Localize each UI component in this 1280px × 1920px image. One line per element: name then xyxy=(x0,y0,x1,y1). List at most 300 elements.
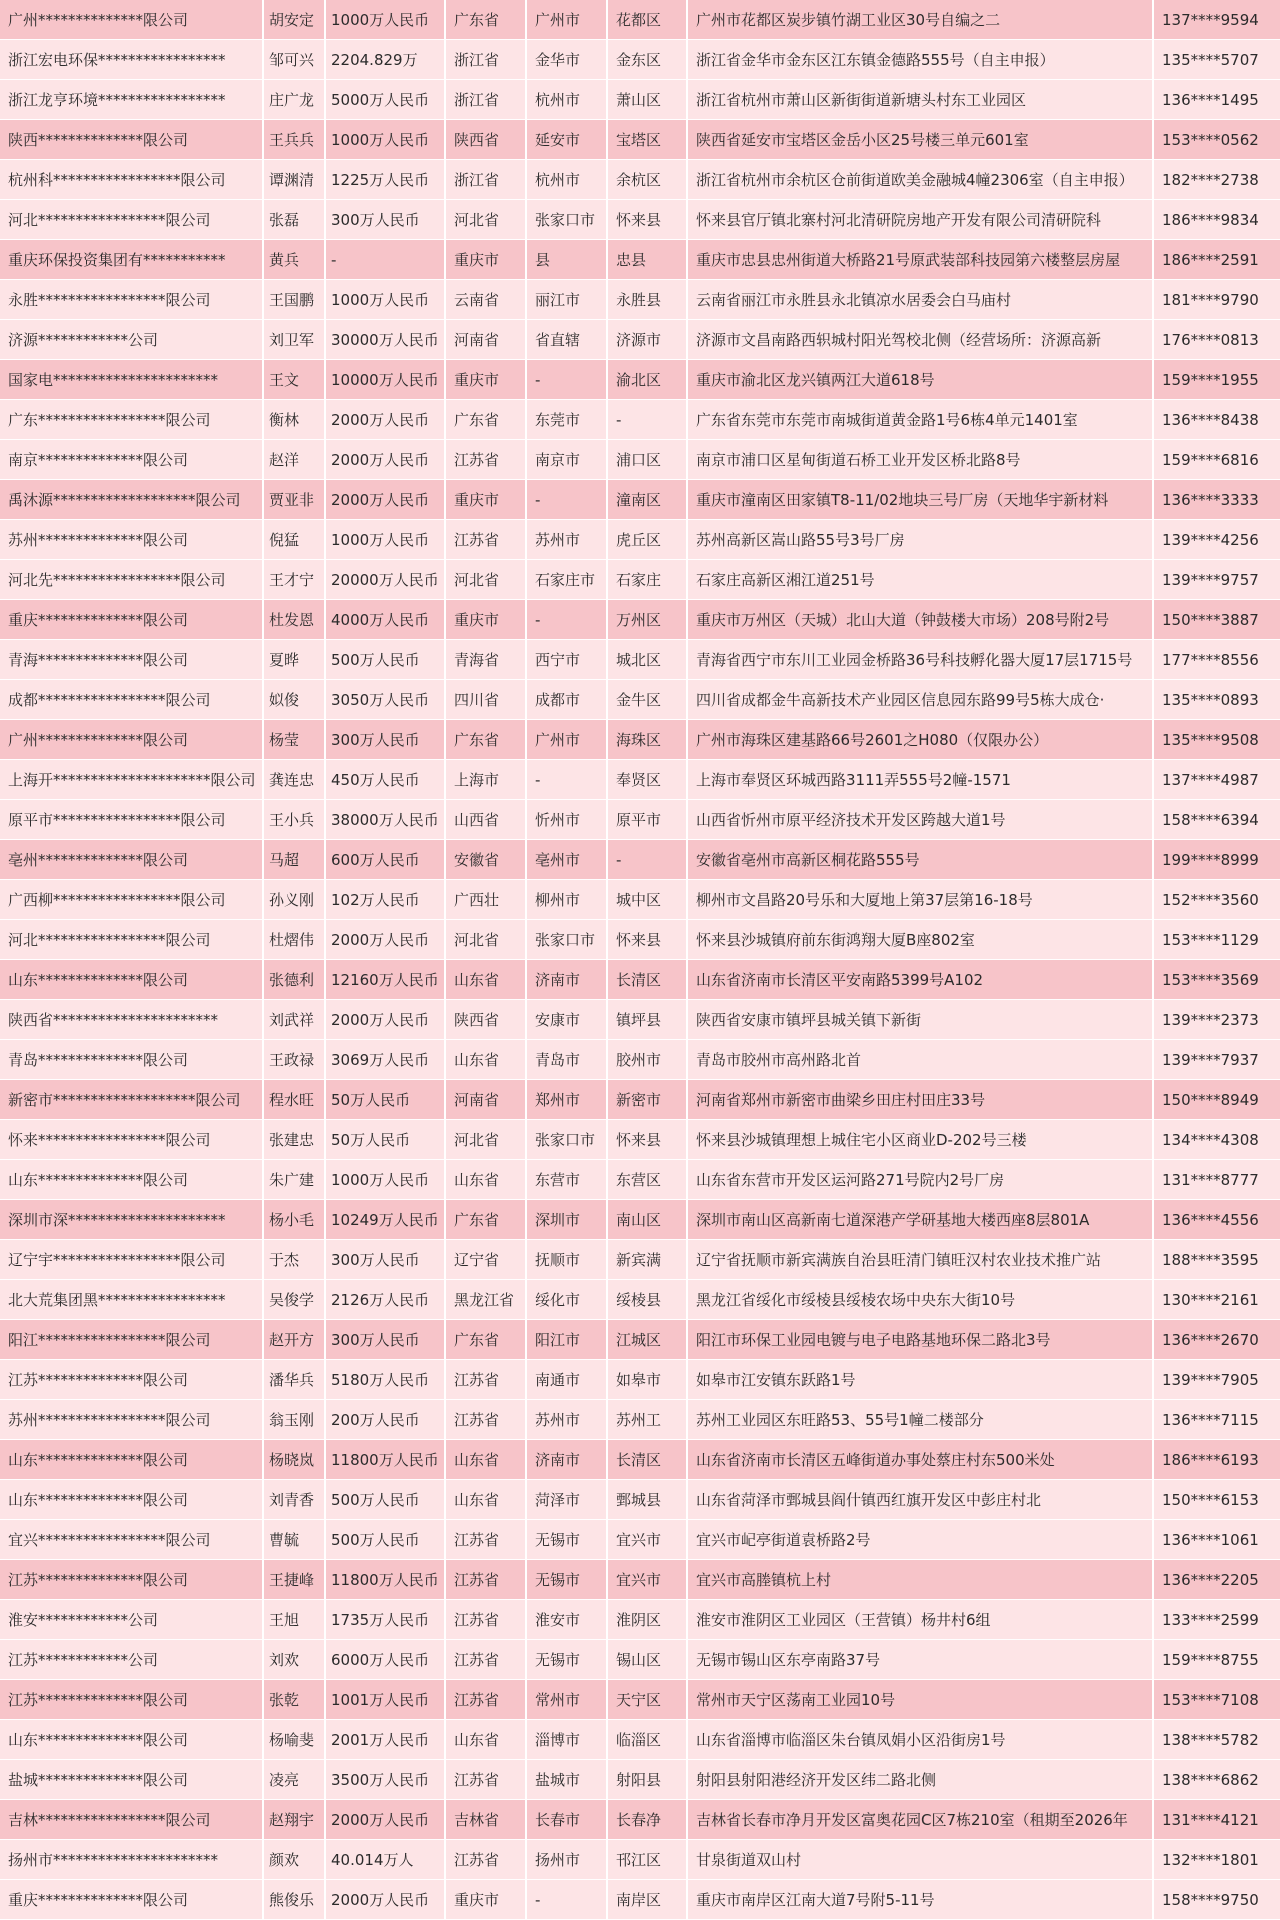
province-cell: 江苏省 xyxy=(446,1520,527,1560)
address-cell: 安徽省亳州市高新区桐花路555号 xyxy=(688,840,1154,880)
district-cell: 济源市 xyxy=(608,320,688,360)
phone-cell: 136****3333 xyxy=(1162,491,1259,509)
phone-cell: 152****3560 xyxy=(1162,891,1259,909)
legal-person-cell: 曹毓 xyxy=(264,1520,326,1560)
province-cell: 广东省 xyxy=(446,1200,527,1240)
registered-capital-cell: 10249万人民币 xyxy=(326,1200,446,1240)
phone-cell: 139****2373 xyxy=(1162,1011,1259,1029)
registered-capital-cell: 5000万人民币 xyxy=(326,80,446,120)
province-cell: 陕西省 xyxy=(446,1000,527,1040)
address-cell: 辽宁省抚顺市新宾满族自治县旺清门镇旺汉村农业技术推广站 xyxy=(688,1240,1154,1280)
province-cell: 广东省 xyxy=(446,0,527,40)
city-cell: 郑州市 xyxy=(527,1080,608,1120)
company-name-cell: 浙江宏电环保***************** xyxy=(0,40,264,80)
province-cell: 河北省 xyxy=(446,920,527,960)
company-name-cell: 江苏************公司 xyxy=(0,1640,264,1680)
table-row xyxy=(0,1760,1280,1800)
legal-person-cell: 刘武祥 xyxy=(264,1000,326,1040)
phone-cell: 199****8999 xyxy=(1162,851,1259,869)
district-cell: 怀来县 xyxy=(608,1120,688,1160)
legal-person-cell: 贾亚非 xyxy=(264,480,326,520)
table-row xyxy=(0,1200,1280,1240)
district-cell: 原平市 xyxy=(608,800,688,840)
phone-cell: 176****0813 xyxy=(1162,331,1259,349)
registered-capital-cell: 3050万人民币 xyxy=(326,680,446,720)
city-cell: 张家口市 xyxy=(527,920,608,960)
district-cell: 城北区 xyxy=(608,640,688,680)
district-cell: 万州区 xyxy=(608,600,688,640)
table-row xyxy=(0,600,1280,640)
district-cell: 镇坪县 xyxy=(608,1000,688,1040)
phone-cell: 133****2599 xyxy=(1162,1611,1259,1629)
registered-capital-cell: 300万人民币 xyxy=(326,200,446,240)
phone-cell: 132****1801 xyxy=(1162,1851,1259,1869)
phone-cell: 153****1129 xyxy=(1162,931,1259,949)
address-cell: 重庆市南岸区江南大道7号附5-11号 xyxy=(688,1880,1154,1920)
legal-person-cell: 王捷峰 xyxy=(264,1560,326,1600)
province-cell: 山东省 xyxy=(446,960,527,1000)
registered-capital-cell: 11800万人民币 xyxy=(326,1560,446,1600)
registered-capital-cell: 1000万人民币 xyxy=(326,120,446,160)
legal-person-cell: 吴俊学 xyxy=(264,1280,326,1320)
registered-capital-cell: 20000万人民币 xyxy=(326,560,446,600)
district-cell: 余杭区 xyxy=(608,160,688,200)
city-cell: 菏泽市 xyxy=(527,1480,608,1520)
district-cell: - xyxy=(608,400,688,440)
city-cell: 青岛市 xyxy=(527,1040,608,1080)
address-cell: 怀来县沙城镇理想上城住宅小区商业D-202号三楼 xyxy=(688,1120,1154,1160)
table-row xyxy=(0,360,1280,400)
company-name-cell: 山东**************限公司 xyxy=(0,960,264,1000)
district-cell: - xyxy=(608,840,688,880)
registered-capital-cell: 1000万人民币 xyxy=(326,280,446,320)
registered-capital-cell: 600万人民币 xyxy=(326,840,446,880)
phone-cell: 153****0562 xyxy=(1162,131,1259,149)
city-cell: 广州市 xyxy=(527,0,608,40)
legal-person-cell: 王才宁 xyxy=(264,560,326,600)
registered-capital-cell: 2000万人民币 xyxy=(326,920,446,960)
address-cell: 广州市花都区炭步镇竹湖工业区30号自编之二 xyxy=(688,0,1154,40)
company-name-cell: 重庆**************限公司 xyxy=(0,1880,264,1920)
city-cell: 杭州市 xyxy=(527,160,608,200)
province-cell: 河南省 xyxy=(446,1080,527,1120)
province-cell: 江苏省 xyxy=(446,440,527,480)
district-cell: 花都区 xyxy=(608,0,688,40)
phone-cell: 130****2161 xyxy=(1162,1291,1259,1309)
registered-capital-cell: 500万人民币 xyxy=(326,1520,446,1560)
phone-cell: 136****1495 xyxy=(1162,91,1259,109)
phone-cell: 136****2670 xyxy=(1162,1331,1259,1349)
legal-person-cell: 胡安定 xyxy=(264,0,326,40)
district-cell: 宜兴市 xyxy=(608,1560,688,1600)
city-cell: 省直辖 xyxy=(527,320,608,360)
phone-cell: 137****4987 xyxy=(1162,771,1259,789)
legal-person-cell: 颜欢 xyxy=(264,1840,326,1880)
district-cell: 新宾满 xyxy=(608,1240,688,1280)
table-row xyxy=(0,720,1280,760)
address-cell: 苏州工业园区东旺路53、55号1幢二楼部分 xyxy=(688,1400,1154,1440)
address-cell: 重庆市忠县忠州街道大桥路21号原武装部科技园第六楼整层房屋 xyxy=(688,240,1154,280)
company-name-cell: 山东**************限公司 xyxy=(0,1480,264,1520)
table-row xyxy=(0,440,1280,480)
phone-cell: 158****9750 xyxy=(1162,1891,1259,1909)
city-cell: 盐城市 xyxy=(527,1760,608,1800)
address-cell: 济源市文昌南路西轵城村阳光驾校北侧（经营场所：济源高新 xyxy=(688,320,1154,360)
province-cell: 山西省 xyxy=(446,800,527,840)
district-cell: 忠县 xyxy=(608,240,688,280)
table-row xyxy=(0,760,1280,800)
legal-person-cell: 于杰 xyxy=(264,1240,326,1280)
legal-person-cell: 杨莹 xyxy=(264,720,326,760)
address-cell: 青岛市胶州市高州路北首 xyxy=(688,1040,1154,1080)
phone-cell: 153****3569 xyxy=(1162,971,1259,989)
company-name-cell: 扬州市********************** xyxy=(0,1840,264,1880)
address-cell: 河南省郑州市新密市曲梁乡田庄村田庄33号 xyxy=(688,1080,1154,1120)
district-cell: 潼南区 xyxy=(608,480,688,520)
phone-cell: 153****7108 xyxy=(1162,1691,1259,1709)
company-name-cell: 江苏**************限公司 xyxy=(0,1560,264,1600)
table-row xyxy=(0,1040,1280,1080)
address-cell: 常州市天宁区荡南工业园10号 xyxy=(688,1680,1154,1720)
address-cell: 如皋市江安镇东跃路1号 xyxy=(688,1360,1154,1400)
address-cell: 宜兴市屺亭街道袁桥路2号 xyxy=(688,1520,1154,1560)
legal-person-cell: 赵翔宇 xyxy=(264,1800,326,1840)
province-cell: 河北省 xyxy=(446,1120,527,1160)
table-row xyxy=(0,120,1280,160)
city-cell: 延安市 xyxy=(527,120,608,160)
legal-person-cell: 谭渊清 xyxy=(264,160,326,200)
district-cell: 永胜县 xyxy=(608,280,688,320)
company-name-cell: 辽宁宇*****************限公司 xyxy=(0,1240,264,1280)
registered-capital-cell: 2000万人民币 xyxy=(326,440,446,480)
city-cell: 张家口市 xyxy=(527,1120,608,1160)
company-name-cell: 河北*****************限公司 xyxy=(0,920,264,960)
city-cell: 西宁市 xyxy=(527,640,608,680)
registered-capital-cell: 50万人民币 xyxy=(326,1120,446,1160)
city-cell: 张家口市 xyxy=(527,200,608,240)
province-cell: 重庆市 xyxy=(446,480,527,520)
province-cell: 上海市 xyxy=(446,760,527,800)
district-cell: 怀来县 xyxy=(608,200,688,240)
registered-capital-cell: 5180万人民币 xyxy=(326,1360,446,1400)
phone-cell: 136****1061 xyxy=(1162,1531,1259,1549)
registered-capital-cell: 450万人民币 xyxy=(326,760,446,800)
legal-person-cell: 杨小毛 xyxy=(264,1200,326,1240)
phone-cell: 188****3595 xyxy=(1162,1251,1259,1269)
city-cell: 苏州市 xyxy=(527,1400,608,1440)
legal-person-cell: 赵洋 xyxy=(264,440,326,480)
registered-capital-cell: 38000万人民币 xyxy=(326,800,446,840)
table-row xyxy=(0,1280,1280,1320)
company-name-cell: 青岛**************限公司 xyxy=(0,1040,264,1080)
registered-capital-cell: 1000万人民币 xyxy=(326,0,446,40)
district-cell: 长清区 xyxy=(608,1440,688,1480)
phone-cell: 186****9834 xyxy=(1162,211,1259,229)
province-cell: 安徽省 xyxy=(446,840,527,880)
registered-capital-cell: 10000万人民币 xyxy=(326,360,446,400)
registered-capital-cell: 4000万人民币 xyxy=(326,600,446,640)
address-cell: 山东省济南市长清区平安南路5399号A102 xyxy=(688,960,1154,1000)
city-cell: 无锡市 xyxy=(527,1640,608,1680)
city-cell: 抚顺市 xyxy=(527,1240,608,1280)
province-cell: 山东省 xyxy=(446,1480,527,1520)
phone-cell: 139****9757 xyxy=(1162,571,1259,589)
phone-cell: 139****7937 xyxy=(1162,1051,1259,1069)
table-row xyxy=(0,680,1280,720)
city-cell: 济南市 xyxy=(527,960,608,1000)
table-row xyxy=(0,1520,1280,1560)
province-cell: 广西壮 xyxy=(446,880,527,920)
registered-capital-cell: - xyxy=(326,240,446,280)
registered-capital-cell: 1000万人民币 xyxy=(326,520,446,560)
province-cell: 浙江省 xyxy=(446,80,527,120)
province-cell: 山东省 xyxy=(446,1440,527,1480)
address-cell: 怀来县官厅镇北寨村河北清研院房地产开发有限公司清研院科 xyxy=(688,200,1154,240)
phone-cell: 150****3887 xyxy=(1162,611,1259,629)
table-row xyxy=(0,640,1280,680)
province-cell: 山东省 xyxy=(446,1160,527,1200)
company-name-cell: 淮安************公司 xyxy=(0,1600,264,1640)
address-cell: 浙江省杭州市萧山区新街街道新塘头村东工业园区 xyxy=(688,80,1154,120)
city-cell: 无锡市 xyxy=(527,1560,608,1600)
province-cell: 江苏省 xyxy=(446,1680,527,1720)
company-name-cell: 上海开*********************限公司 xyxy=(0,760,264,800)
legal-person-cell: 杜发恩 xyxy=(264,600,326,640)
legal-person-cell: 杨晓岚 xyxy=(264,1440,326,1480)
province-cell: 山东省 xyxy=(446,1720,527,1760)
province-cell: 江苏省 xyxy=(446,1760,527,1800)
district-cell: 东营区 xyxy=(608,1160,688,1200)
province-cell: 江苏省 xyxy=(446,1400,527,1440)
phone-cell: 150****6153 xyxy=(1162,1491,1259,1509)
phone-cell: 159****8755 xyxy=(1162,1651,1259,1669)
company-name-cell: 禹沐源*******************限公司 xyxy=(0,480,264,520)
district-cell: 长清区 xyxy=(608,960,688,1000)
address-cell: 山东省东营市开发区运河路271号院内2号厂房 xyxy=(688,1160,1154,1200)
legal-person-cell: 张磊 xyxy=(264,200,326,240)
phone-cell: 136****7115 xyxy=(1162,1411,1259,1429)
legal-person-cell: 王文 xyxy=(264,360,326,400)
company-name-cell: 陕西**************限公司 xyxy=(0,120,264,160)
registered-capital-cell: 2000万人民币 xyxy=(326,480,446,520)
table-row xyxy=(0,880,1280,920)
district-cell: 宝塔区 xyxy=(608,120,688,160)
company-name-cell: 盐城**************限公司 xyxy=(0,1760,264,1800)
district-cell: 锡山区 xyxy=(608,1640,688,1680)
table-row xyxy=(0,920,1280,960)
phone-cell: 135****9508 xyxy=(1162,731,1259,749)
city-cell: - xyxy=(527,600,608,640)
province-cell: 广东省 xyxy=(446,1320,527,1360)
table-row xyxy=(0,1400,1280,1440)
legal-person-cell: 黄兵 xyxy=(264,240,326,280)
city-cell: 县 xyxy=(527,240,608,280)
legal-person-cell: 程水旺 xyxy=(264,1080,326,1120)
table-row xyxy=(0,1440,1280,1480)
legal-person-cell: 张德利 xyxy=(264,960,326,1000)
legal-person-cell: 姒俊 xyxy=(264,680,326,720)
province-cell: 河北省 xyxy=(446,200,527,240)
registered-capital-cell: 40.014万人 xyxy=(326,1840,446,1880)
registered-capital-cell: 500万人民币 xyxy=(326,640,446,680)
phone-cell: 131****8777 xyxy=(1162,1171,1259,1189)
province-cell: 山东省 xyxy=(446,1040,527,1080)
district-cell: 临淄区 xyxy=(608,1720,688,1760)
table-row xyxy=(0,1160,1280,1200)
province-cell: 吉林省 xyxy=(446,1800,527,1840)
phone-cell: 186****6193 xyxy=(1162,1451,1259,1469)
city-cell: 常州市 xyxy=(527,1680,608,1720)
city-cell: 绥化市 xyxy=(527,1280,608,1320)
company-name-cell: 原平市*****************限公司 xyxy=(0,800,264,840)
address-cell: 重庆市万州区（天城）北山大道（钟鼓楼大市场）208号附2号 xyxy=(688,600,1154,640)
company-name-cell: 广东*****************限公司 xyxy=(0,400,264,440)
address-cell: 柳州市文昌路20号乐和大厦地上第37层第16-18号 xyxy=(688,880,1154,920)
phone-cell: 182****2738 xyxy=(1162,171,1259,189)
legal-person-cell: 张建忠 xyxy=(264,1120,326,1160)
phone-cell: 177****8556 xyxy=(1162,651,1259,669)
table-row xyxy=(0,1480,1280,1520)
legal-person-cell: 龚连忠 xyxy=(264,760,326,800)
district-cell: 怀来县 xyxy=(608,920,688,960)
province-cell: 广东省 xyxy=(446,400,527,440)
city-cell: 丽江市 xyxy=(527,280,608,320)
phone-cell: 139****7905 xyxy=(1162,1371,1259,1389)
table-row xyxy=(0,200,1280,240)
legal-person-cell: 刘卫军 xyxy=(264,320,326,360)
registered-capital-cell: 50万人民币 xyxy=(326,1080,446,1120)
table-row xyxy=(0,1560,1280,1600)
phone-cell: 186****2591 xyxy=(1162,251,1259,269)
phone-cell: 158****6394 xyxy=(1162,811,1259,829)
legal-person-cell: 赵开方 xyxy=(264,1320,326,1360)
company-name-cell: 江苏**************限公司 xyxy=(0,1360,264,1400)
company-name-cell: 宜兴*****************限公司 xyxy=(0,1520,264,1560)
company-name-cell: 成都*****************限公司 xyxy=(0,680,264,720)
table-row xyxy=(0,0,1280,40)
district-cell: 天宁区 xyxy=(608,1680,688,1720)
province-cell: 江苏省 xyxy=(446,1560,527,1600)
table-row xyxy=(0,1680,1280,1720)
district-cell: 宜兴市 xyxy=(608,1520,688,1560)
address-cell: 陕西省延安市宝塔区金岳小区25号楼三单元601室 xyxy=(688,120,1154,160)
table-row xyxy=(0,1000,1280,1040)
city-cell: - xyxy=(527,360,608,400)
province-cell: 江苏省 xyxy=(446,1840,527,1880)
city-cell: 安康市 xyxy=(527,1000,608,1040)
registered-capital-cell: 2000万人民币 xyxy=(326,1800,446,1840)
city-cell: - xyxy=(527,760,608,800)
address-cell: 广州市海珠区建基路66号2601之H080（仅限办公） xyxy=(688,720,1154,760)
company-name-cell: 怀来*****************限公司 xyxy=(0,1120,264,1160)
city-cell: - xyxy=(527,1880,608,1920)
company-name-cell: 国家电********************** xyxy=(0,360,264,400)
company-name-cell: 济源************公司 xyxy=(0,320,264,360)
address-cell: 浙江省金华市金东区江东镇金德路555号（自主申报） xyxy=(688,40,1154,80)
table-row xyxy=(0,480,1280,520)
city-cell: 苏州市 xyxy=(527,520,608,560)
company-name-cell: 广西柳*****************限公司 xyxy=(0,880,264,920)
registered-capital-cell: 1735万人民币 xyxy=(326,1600,446,1640)
district-cell: 萧山区 xyxy=(608,80,688,120)
table-row xyxy=(0,960,1280,1000)
address-cell: 重庆市渝北区龙兴镇两江大道618号 xyxy=(688,360,1154,400)
district-cell: 浦口区 xyxy=(608,440,688,480)
province-cell: 广东省 xyxy=(446,720,527,760)
address-cell: 上海市奉贤区环城西路3111弄555号2幢-1571 xyxy=(688,760,1154,800)
province-cell: 河南省 xyxy=(446,320,527,360)
city-cell: 石家庄市 xyxy=(527,560,608,600)
registered-capital-cell: 300万人民币 xyxy=(326,720,446,760)
company-name-cell: 江苏**************限公司 xyxy=(0,1680,264,1720)
registered-capital-cell: 11800万人民币 xyxy=(326,1440,446,1480)
city-cell: 无锡市 xyxy=(527,1520,608,1560)
registered-capital-cell: 2001万人民币 xyxy=(326,1720,446,1760)
address-cell: 怀来县沙城镇府前东街鸿翔大厦B座802室 xyxy=(688,920,1154,960)
registered-capital-cell: 200万人民币 xyxy=(326,1400,446,1440)
registered-capital-cell: 300万人民币 xyxy=(326,1320,446,1360)
city-cell: 杭州市 xyxy=(527,80,608,120)
legal-person-cell: 倪猛 xyxy=(264,520,326,560)
company-name-cell: 吉林*****************限公司 xyxy=(0,1800,264,1840)
city-cell: 成都市 xyxy=(527,680,608,720)
table-row xyxy=(0,280,1280,320)
registered-capital-cell: 2000万人民币 xyxy=(326,400,446,440)
table-row xyxy=(0,1600,1280,1640)
phone-cell: 159****1955 xyxy=(1162,371,1259,389)
company-name-cell: 重庆环保投资集团有*********** xyxy=(0,240,264,280)
province-cell: 陕西省 xyxy=(446,120,527,160)
company-name-cell: 广州**************限公司 xyxy=(0,0,264,40)
legal-person-cell: 杜熠伟 xyxy=(264,920,326,960)
province-cell: 辽宁省 xyxy=(446,1240,527,1280)
city-cell: 忻州市 xyxy=(527,800,608,840)
province-cell: 重庆市 xyxy=(446,1880,527,1920)
province-cell: 河北省 xyxy=(446,560,527,600)
province-cell: 云南省 xyxy=(446,280,527,320)
district-cell: 奉贤区 xyxy=(608,760,688,800)
company-name-cell: 山东**************限公司 xyxy=(0,1440,264,1480)
district-cell: 长春净 xyxy=(608,1800,688,1840)
legal-person-cell: 熊俊乐 xyxy=(264,1880,326,1920)
legal-person-cell: 王政禄 xyxy=(264,1040,326,1080)
city-cell: 柳州市 xyxy=(527,880,608,920)
address-cell: 阳江市环保工业园电镀与电子电路基地环保二路北3号 xyxy=(688,1320,1154,1360)
registered-capital-cell: 1000万人民币 xyxy=(326,1160,446,1200)
phone-cell: 181****9790 xyxy=(1162,291,1259,309)
registered-capital-cell: 2204.829万 xyxy=(326,40,446,80)
registered-capital-cell: 6000万人民币 xyxy=(326,1640,446,1680)
district-cell: 淮阴区 xyxy=(608,1600,688,1640)
company-name-cell: 杭州科*****************限公司 xyxy=(0,160,264,200)
table-row xyxy=(0,1840,1280,1880)
registered-capital-cell: 300万人民币 xyxy=(326,1240,446,1280)
address-cell: 宜兴市高塍镇杭上村 xyxy=(688,1560,1154,1600)
company-name-cell: 广州**************限公司 xyxy=(0,720,264,760)
company-name-cell: 新密市*******************限公司 xyxy=(0,1080,264,1120)
address-cell: 陕西省安康市镇坪县城关镇下新街 xyxy=(688,1000,1154,1040)
company-name-cell: 重庆**************限公司 xyxy=(0,600,264,640)
city-cell: 阳江市 xyxy=(527,1320,608,1360)
company-name-cell: 河北*****************限公司 xyxy=(0,200,264,240)
legal-person-cell: 王小兵 xyxy=(264,800,326,840)
district-cell: 苏州工 xyxy=(608,1400,688,1440)
company-name-cell: 深圳市深********************* xyxy=(0,1200,264,1240)
legal-person-cell: 王国鹏 xyxy=(264,280,326,320)
city-cell: 东莞市 xyxy=(527,400,608,440)
city-cell: 淮安市 xyxy=(527,1600,608,1640)
table-row xyxy=(0,320,1280,360)
